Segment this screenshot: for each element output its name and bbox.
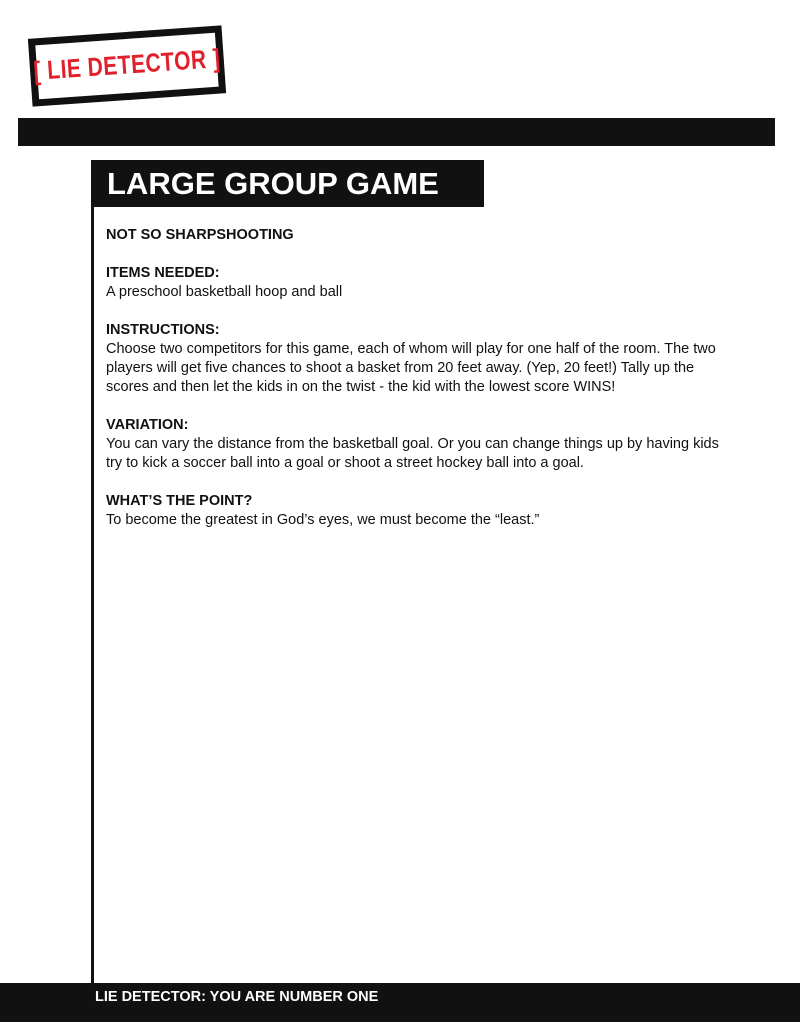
game-content: [106, 226, 726, 549]
variation-block: [106, 416, 726, 473]
page-divider-line: [91, 160, 94, 990]
lie-detector-logo: [28, 25, 226, 106]
point-text: To become the greatest in God’s eyes, we must become the “least.”: [106, 512, 540, 528]
logo-text: [ LIE DETECTOR ]: [32, 44, 222, 87]
items-needed-heading: ITEMS NEEDED:: [106, 265, 220, 281]
variation-heading: VARIATION:: [106, 417, 189, 433]
footer-bar: [0, 983, 800, 1022]
point-block: [106, 492, 726, 530]
variation-text: You can vary the distance from the basketball goal. Or you can change things up by having kids try to kick a soccer ball into a goal or shoot a street hockey ball into a goal.: [106, 436, 719, 471]
section-title: LARGE GROUP GAME: [91, 160, 484, 207]
game-name: NOT SO SHARPSHOOTING: [106, 227, 294, 243]
items-needed-text: A preschool basketball hoop and ball: [106, 284, 343, 300]
instructions-text: Choose two competitors for this game, each of whom will play for one half of the room. The two players will get five chances to shoot a basket from 20 feet away. (Yep, 20 feet!) Tally up the scores and then let the kids in on the twist - the kid with the lowest score WINS!: [106, 341, 716, 395]
footer-text: LIE DETECTOR: YOU ARE NUMBER ONE: [95, 989, 379, 1005]
game-name-block: [106, 226, 726, 245]
header-bar: [18, 118, 775, 146]
instructions-block: [106, 321, 726, 397]
items-needed-block: [106, 264, 726, 302]
point-heading: WHAT’S THE POINT?: [106, 493, 253, 509]
instructions-heading: INSTRUCTIONS:: [106, 322, 220, 338]
